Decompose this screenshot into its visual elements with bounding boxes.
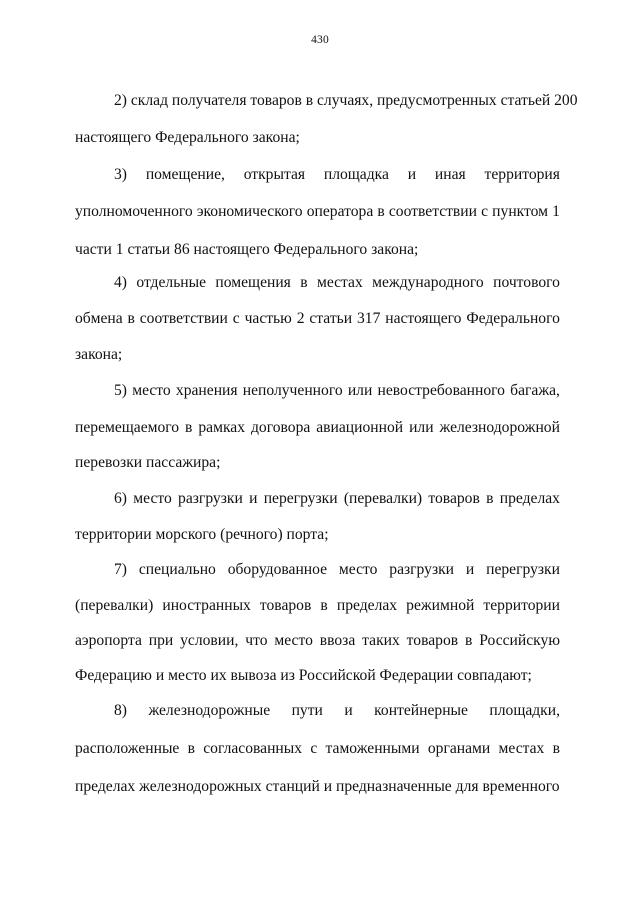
line-word: железнодорожной	[439, 419, 560, 436]
line-word: разгрузки	[389, 561, 455, 578]
line-word: товаров	[259, 597, 312, 614]
line-word: условии,	[180, 632, 239, 649]
line-word: место	[133, 490, 172, 507]
line-word: оператора	[306, 203, 374, 220]
paragraph-line	[75, 415, 560, 441]
paragraph-line	[114, 162, 560, 188]
line-word: расположенные	[75, 740, 180, 757]
line-word: 3)	[114, 166, 127, 183]
paragraph-line	[75, 199, 560, 225]
line-word: место	[274, 632, 313, 649]
line-word: рамках	[198, 419, 246, 436]
line-word: или	[347, 382, 373, 399]
line-word: 2	[296, 310, 305, 327]
line-word: таких	[362, 632, 400, 649]
line-word: специально	[138, 561, 216, 578]
line-word: (перевалки)	[343, 490, 423, 507]
line-word: таможенными	[325, 740, 420, 757]
line-word: пути	[291, 702, 323, 719]
line-word: 317	[356, 310, 381, 327]
line-word: разгрузки	[178, 490, 243, 507]
paragraph-line	[114, 270, 560, 296]
line-word: и	[344, 702, 353, 719]
line-word: в	[320, 597, 328, 614]
line-word: товаров	[428, 490, 480, 507]
line-word: железнодорожных	[139, 778, 262, 795]
line-word: уполномоченного	[75, 203, 193, 220]
paragraph-line	[114, 378, 560, 404]
line-word: 6)	[114, 490, 127, 507]
line-word: территории	[483, 597, 560, 614]
line-word: площадки,	[489, 702, 560, 719]
paragraph-line	[75, 125, 560, 151]
line-word: территории морского (речного) порта;	[75, 526, 329, 543]
line-word: перегрузки	[486, 561, 560, 578]
line-word: площадка	[323, 166, 389, 183]
line-word: настоящего	[385, 310, 462, 327]
line-word: неполученного	[242, 382, 343, 399]
line-word: территория	[484, 166, 560, 183]
paragraph-line	[75, 736, 560, 762]
line-word: 1	[552, 203, 560, 220]
line-word: железнодорожные	[148, 702, 271, 719]
line-word: 8)	[114, 702, 127, 719]
line-word: пределах	[336, 597, 398, 614]
line-word: в	[187, 740, 195, 757]
line-word: пунктом	[492, 203, 549, 220]
line-word: отдельные	[136, 274, 207, 291]
line-word: в	[377, 203, 385, 220]
paragraph-line	[114, 486, 560, 512]
line-word: место	[338, 561, 378, 578]
paragraph-line	[114, 88, 578, 114]
line-word: почтового	[493, 274, 560, 291]
line-word: в	[552, 740, 560, 757]
line-word: багажа,	[510, 382, 560, 399]
line-word: контейнерные	[374, 702, 468, 719]
line-word: пределах	[75, 778, 136, 795]
line-word: режимной	[406, 597, 475, 614]
line-word: оборудованное	[227, 561, 328, 578]
line-word: аэропорта	[75, 632, 142, 649]
line-word: и	[249, 490, 258, 507]
paragraph-line	[75, 306, 560, 332]
line-word: соответствии	[388, 203, 477, 220]
paragraph-line	[114, 698, 560, 724]
line-word: помещения	[215, 274, 291, 291]
line-word: иностранных	[162, 597, 251, 614]
line-word: и	[323, 778, 333, 795]
paragraph-line	[75, 237, 560, 263]
line-word: при	[148, 632, 174, 649]
paragraph-line	[114, 557, 560, 583]
line-word: 2) склад получателя товаров в случаях, предусмотренных статьей 200	[114, 92, 578, 109]
line-word: 5)	[114, 382, 127, 399]
line-word: 7)	[114, 561, 127, 578]
line-word: место	[132, 382, 171, 399]
line-word: невостребованного	[377, 382, 505, 399]
line-word: согласованных	[203, 740, 303, 757]
line-word: международного	[372, 274, 484, 291]
line-word: соответствии	[139, 310, 228, 327]
line-word: в	[127, 310, 135, 327]
paragraph-line	[75, 342, 560, 368]
paragraph-line	[75, 593, 560, 619]
line-word: настоящего Федерального закона;	[75, 129, 300, 146]
line-word: 4)	[114, 274, 127, 291]
line-word: с	[232, 310, 240, 327]
paragraph-line	[75, 774, 560, 800]
paragraph-line	[75, 663, 560, 689]
line-word: в	[300, 274, 308, 291]
line-word: местах	[316, 274, 363, 291]
line-word: органами	[427, 740, 491, 757]
line-word: помещение,	[145, 166, 225, 183]
line-word: авиационной	[316, 419, 404, 436]
line-word: закона;	[75, 346, 123, 363]
line-word: товаров	[406, 632, 459, 649]
line-word: предназначенные	[336, 778, 452, 795]
line-word: с	[310, 740, 318, 757]
line-word: местах	[498, 740, 545, 757]
line-word: или	[409, 419, 434, 436]
line-word: частью	[244, 310, 292, 327]
line-word: экономического	[196, 203, 303, 220]
line-word: перевозки пассажира;	[75, 454, 221, 471]
paragraph-line	[75, 628, 560, 654]
paragraph-line	[75, 450, 560, 476]
line-word: что	[245, 632, 268, 649]
line-word: в	[185, 419, 193, 436]
line-word: Федерацию и место их вывоза из Российской Федерации совпадают;	[75, 667, 532, 684]
line-word: станций	[265, 778, 320, 795]
line-word: перегрузки	[263, 490, 338, 507]
line-word: в	[486, 490, 494, 507]
line-word: пределах	[499, 490, 560, 507]
line-word: с	[481, 203, 489, 220]
page-number: 430	[311, 34, 329, 46]
line-word: перемещаемого	[75, 419, 180, 436]
line-word: Федерального	[466, 310, 560, 327]
line-word: хранения	[175, 382, 238, 399]
line-word: в	[465, 632, 473, 649]
paragraph-line	[75, 522, 560, 548]
line-word: договора	[250, 419, 311, 436]
line-word: и	[407, 166, 417, 183]
line-word: для	[455, 778, 479, 795]
line-word: обмена	[75, 310, 123, 327]
line-word: части 1 статьи 86 настоящего Федерального закона;	[75, 241, 419, 258]
line-word: Российскую	[479, 632, 560, 649]
line-word: иная	[434, 166, 466, 183]
line-word: ввоза	[319, 632, 356, 649]
line-word: статьи	[309, 310, 353, 327]
line-word: временного	[482, 778, 560, 795]
line-word: открытая	[243, 166, 306, 183]
line-word: и	[465, 561, 475, 578]
line-word: (перевалки)	[75, 597, 154, 614]
